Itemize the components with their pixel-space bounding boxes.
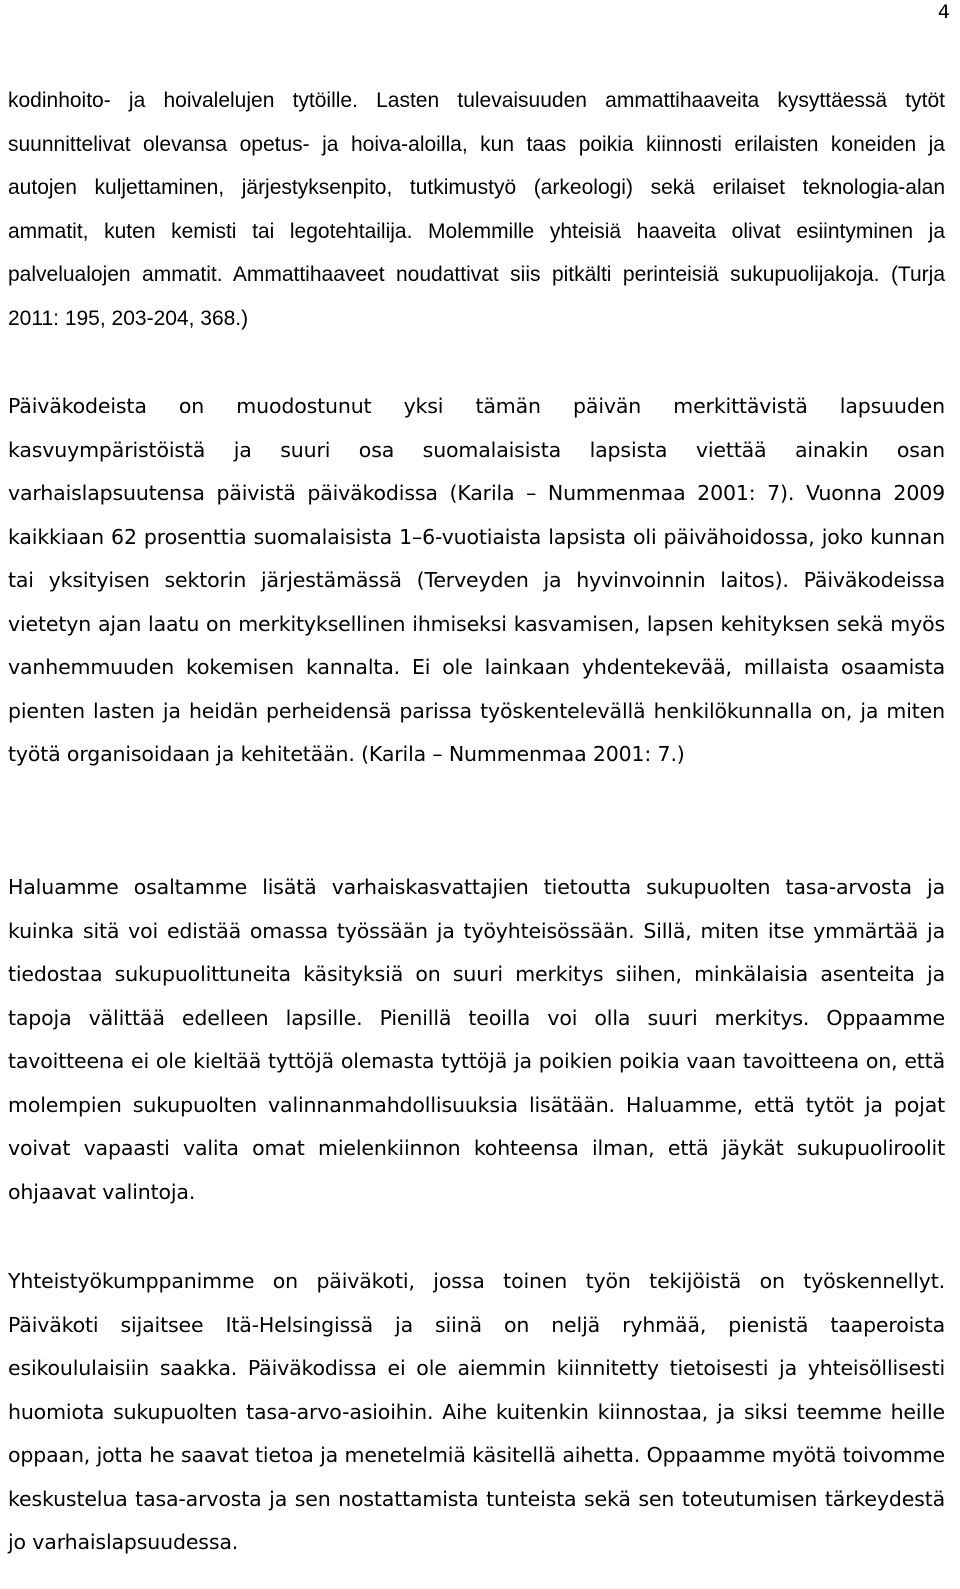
page-number: 4	[937, 1, 950, 23]
paragraph-daycare-environment: Päiväkodeista on muodostunut yksi tämän päivän merkittävistä lapsuuden kasvuympäristöistä ja suuri osa suomalaisista lapsista viettää ainakin osan varhaislapsuutensa päivistä päiväkodissa (Karila – Nummenmaa 2001: 7). Vuonna 2009 kaikkiaan 62 prosenttia suomalaisista 1–6-vuotiaista lapsista oli päivähoidossa, joko kunnan tai yksityisen sektorin järjestämässä (Terveyden ja hyvinvoinnin laitos). Päiväkodeissa vietetyn ajan laatu on merkityksellinen ihmiseksi kasvamisen, lapsen kehityksen sekä myös vanhemmuuden kokemisen kannalta. Ei ole lainkaan yhdentekevää, millaista osaamista pienten lasten ja heidän perheidensä parissa työskentelevällä henkilökunnalla on, ja miten työtä organisoidaan ja kehitetään. (Karila – Nummenmaa 2001: 7.)	[8, 394, 945, 766]
paragraph-partner-daycare: Yhteistyökumppanimme on päiväkoti, jossa toinen työn tekijöistä on työskennellyt. Päiväkoti sijaitsee Itä-Helsingissä ja siinä on neljä ryhmää, pienistä taaperoista esikoululaisiin saakka. Päiväkodissa ei ole aiemmin kiinnitetty tietoisesti ja yhteisöllisesti huomiota sukupuolten tasa-arvo-asioihin. Aihe kuitenkin kiinnostaa, ja siksi teemme heille oppaan, jotta he saavat tietoa ja menetelmiä käsitellä aihetta. Oppaamme myötä toivomme keskustelua tasa-arvosta ja sen nostattamista tunteista sekä sen toteutumisen tärkeydestä jo varhaislapsuudessa.	[8, 1269, 945, 1554]
paragraph-goals: Haluamme osaltamme lisätä varhaiskasvattajien tietoutta sukupuolten tasa-arvosta ja kuinka sitä voi edistää omassa työssään ja työyhteisössään. Sillä, miten itse ymmärtää ja tiedostaa sukupuolittuneita käsityksiä on suuri merkitys siihen, minkälaisia asenteita ja tapoja välittää edelleen lapsille. Pienillä teoilla voi olla suuri merkitys. Oppaamme tavoitteena ei ole kieltää tyttöjä olemasta tyttöjä ja poikien poikia vaan tavoitteena on, että molempien sukupuolten valinnanmahdollisuuksia lisätään. Haluamme, että tytöt ja pojat voivat vapaasti valita omat mielenkiinnon kohteensa ilman, että jäykät sukupuoliroolit ohjaavat valintoja.	[8, 875, 945, 1204]
paragraph-career-dreams: kodinhoito- ja hoivalelujen tytöille. Lasten tulevaisuuden ammattihaaveita kysyttäessä tytöt suunnittelivat olevansa opetus- ja hoiva-aloilla, kun taas poikia kiinnosti erilaisten koneiden ja autojen kuljettaminen, järjestyksenpito, tutkimustyö (arkeologi) sekä erilaiset teknologia-alan ammatit, kuten kemisti tai legotehtailija. Molemmille yhteisiä haaveita olivat esiintyminen ja palvelualojen ammatit. Ammattihaaveet noudattivat siis pitkälti perinteisiä sukupuolijakoja. (Turja 2011: 195, 203-204, 368.)	[8, 89, 945, 330]
